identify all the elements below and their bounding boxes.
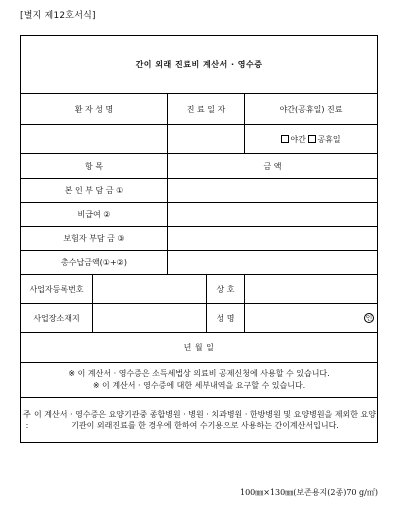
issue-date-line: 년 월 일 [21, 333, 378, 363]
seal-mark: 인 [365, 314, 373, 322]
business-reg-no-field[interactable] [93, 275, 207, 304]
business-address-label: 사업장소재지 [21, 304, 93, 333]
item-column-header: 항 목 [21, 154, 168, 179]
business-reg-no-label: 사업자등록번호 [21, 275, 93, 304]
holiday-checkbox[interactable] [308, 135, 316, 143]
treatment-date-field[interactable] [168, 125, 245, 154]
owner-name-label: 성 명 [207, 304, 245, 333]
item-label: 총수납금액(①+②) [21, 251, 168, 275]
night-option-label: 야간 [290, 134, 306, 144]
patient-name-header: 환 자 성 명 [21, 94, 168, 125]
form-number-label: [별지 제12호서식] [20, 11, 96, 21]
form-title: 간이 외래 진료비 계산서 · 영수증 [21, 36, 378, 94]
patient-name-field[interactable] [21, 125, 168, 154]
owner-name-field[interactable] [245, 304, 378, 333]
paper-size-note: 100㎜×130㎜(보존용지(2종)70 g/㎡) [240, 488, 378, 497]
footnote-mark: 주 : [23, 410, 31, 430]
item-label: 비급여 ② [21, 203, 168, 227]
business-name-field[interactable] [245, 275, 378, 304]
amount-column-header: 금 액 [168, 154, 378, 179]
business-name-label: 상 호 [207, 275, 245, 304]
business-address-field[interactable] [93, 304, 207, 333]
night-holiday-header: 야간(공휴일) 진료 [245, 94, 378, 125]
item-label: 보험자 부담 금 ③ [21, 227, 168, 251]
item-label: 본 인 부 담 금 ① [21, 179, 168, 203]
receipt-form [20, 35, 378, 443]
night-holiday-options [245, 125, 378, 154]
treatment-date-header: 진 료 일 자 [168, 94, 245, 125]
item-amount-field[interactable] [168, 179, 378, 203]
night-checkbox[interactable] [281, 135, 289, 143]
item-amount-field[interactable] [168, 227, 378, 251]
footnote-box [21, 398, 378, 443]
note-line: ※ 이 계산서 · 영수증에 대한 세부내역을 요구할 수 있습니다. [92, 381, 306, 390]
holiday-option-label: 공휴일 [317, 134, 341, 144]
note-line: ※ 이 계산서 · 영수증은 소득세법상 의료비 공제신청에 사용할 수 있습니다. [68, 369, 330, 378]
item-amount-field[interactable] [168, 203, 378, 227]
item-amount-field[interactable] [168, 251, 378, 275]
notes-box [21, 363, 378, 398]
footnote-text: 이 계산서 · 영수증은 요양기관중 종합병원 · 병원 · 치과병원 · 한방병원 및 요양병원을 제외한 요양기관이 외래진료를 한 경우에 한하여 수기용으로 사용하는 간이계산서입니다. [34, 410, 377, 430]
